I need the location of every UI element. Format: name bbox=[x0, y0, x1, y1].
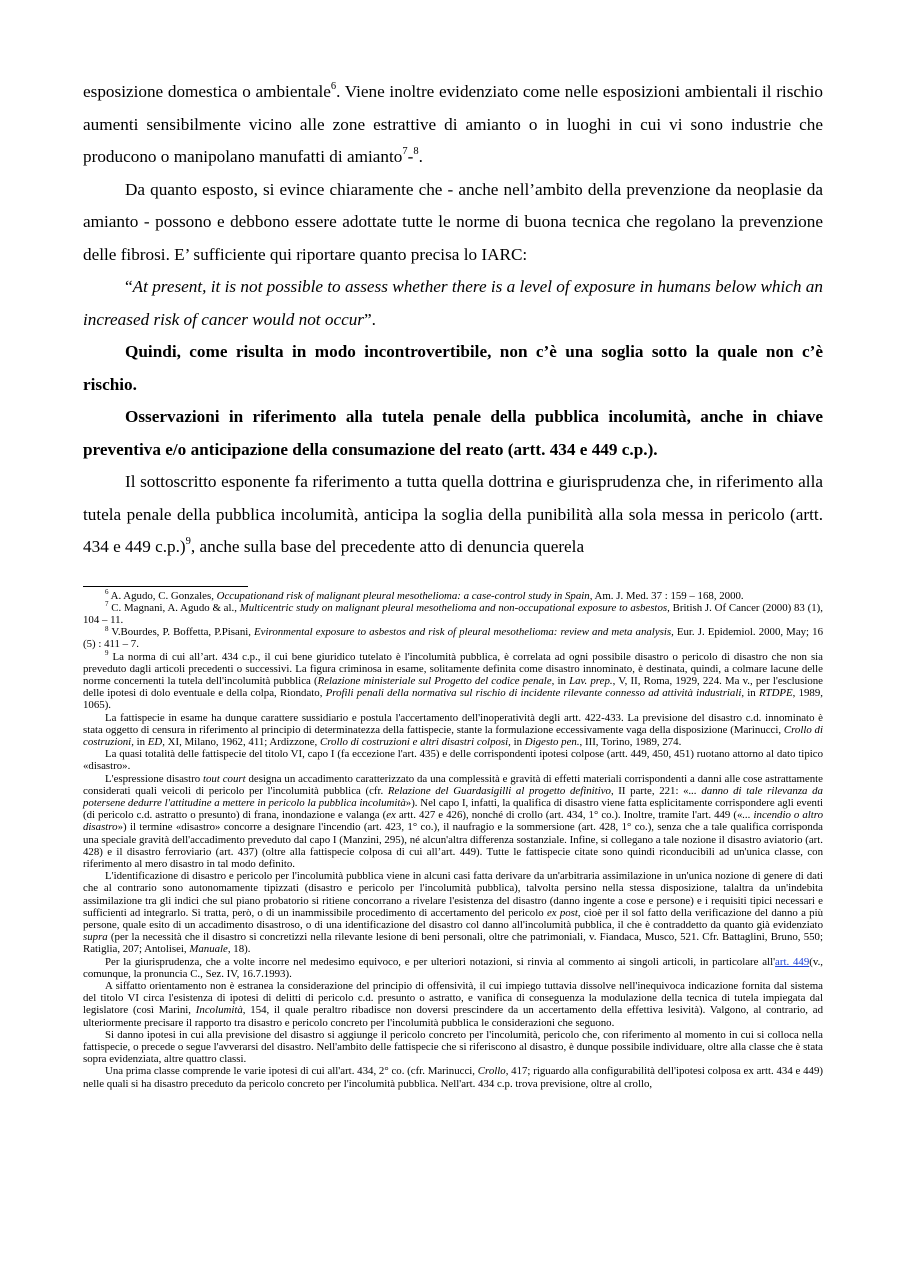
footnote-9-paragraph bbox=[83, 1065, 823, 1089]
document-page bbox=[83, 76, 823, 1090]
text-run: Evironmental exposure to asbestos and risk of pleural mesothelioma: review and meta analysis, bbox=[254, 626, 674, 639]
text-run: , cioè per il sol fatto della verificazione del danno a più persone, quale esito di un accadimento disastroso, o di una identificazione del disastro col danno all'incolumità pubblica, il che è contraddetto da quanto già evidenziato bbox=[83, 906, 824, 931]
text-run: , 18). bbox=[227, 943, 251, 956]
art-449-link[interactable]: art. 449 bbox=[775, 955, 810, 968]
text-run: - bbox=[407, 147, 414, 166]
footnote-9-paragraph bbox=[83, 712, 823, 749]
footnote-7 bbox=[83, 602, 823, 626]
paragraph-iarc-quote bbox=[83, 271, 823, 336]
footnote-9-paragraph bbox=[83, 956, 823, 980]
text-run: Crollo di costruzioni e altri disastri colposi bbox=[319, 735, 509, 748]
text-run: Crollo di costruzioni bbox=[83, 723, 823, 748]
text-run: , in bbox=[131, 735, 148, 748]
footnote-9-paragraph: La quasi totalità delle fattispecie del titolo VI, capo I (fa eccezione l'art. 435) e delle corrispondenti ipotesi colpose (artt. 449, 450, 451) ruotano attorno al dato tipico «disastro». bbox=[83, 748, 823, 773]
text-run: , in bbox=[508, 735, 525, 748]
footnote-9 bbox=[83, 648, 823, 712]
text-run: British J. Of Cancer (2000) 83 (1), 104 – 11. bbox=[83, 601, 823, 626]
footnote-ref: 8 bbox=[413, 146, 419, 158]
footnote-number: 7 bbox=[105, 600, 109, 609]
text-run: Profili penali della normativa sul rischio di incidente rilevante connesso ad attività industriali bbox=[325, 687, 742, 700]
quote-text: At present, it is not possible to assess whether there is a level of exposure in humans below which an increased risk of cancer would not occur bbox=[83, 277, 823, 329]
text-run: , III, Torino, 1989, 274. bbox=[579, 735, 682, 748]
footnote-9-paragraph: Si danno ipotesi in cui alla previsione del disastro si aggiunge il pericolo concreto per l'incolumità, pericolo che, con riferimento al momento in cui si colloca nella fattispecie, o precede o segue l'avverarsi del disastro. Nell'ambito delle fattispecie che si riferiscono al disastro, è dunque possibile individuare, oltre alla classe che è stata sopra evidenziata, altre quattro classi. bbox=[83, 1028, 823, 1066]
text-run: L'identificazione di disastro e pericolo per l'incolumità pubblica viene in alcuni casi fatta derivare da un'arbitraria assimilazione in un'unica nozione di genere di dati che al contrario sono autonomamente tipizzati (disastro e pericolo per l'incolumità pubblica), talvolta persino nella stessa disposizione, talaltra da un'indebita assimilazione tra gli indici che sul piano probatorio si ritiene concorrano a rivelare l'esistenza del disastro (danno ingente a cose e persone) e i requisiti tipici necessari e sufficienti ad integrarlo. Si tratta, però, o di un inammissibile procedimento di accertamento del pericolo bbox=[83, 870, 823, 919]
text-run: , in bbox=[741, 687, 759, 700]
text-run: C. Magnani, A. Agudo & al., bbox=[108, 601, 240, 614]
text-run: RTDPE bbox=[758, 687, 793, 700]
text-run: , in bbox=[551, 674, 570, 687]
text-run: Am. J. Med. 37 : 159 – 168, 2000. bbox=[592, 589, 744, 602]
footnote-number: 6 bbox=[105, 587, 109, 596]
text-run: esposizione domestica o ambientale bbox=[83, 82, 331, 101]
text-run: ED bbox=[147, 735, 163, 748]
footnote-6 bbox=[83, 587, 823, 602]
text-run: Manuale bbox=[189, 943, 228, 956]
text-run: , V, II, Roma, 1929, 224. Ma v., per l'esclusione delle ipotesi di dolo eventuale e della colpa, Riondato, bbox=[83, 674, 823, 700]
paragraph-exposure bbox=[83, 76, 823, 174]
text-run: supra bbox=[83, 931, 108, 944]
text-run: Eur. J. Epidemiol. 2000, May; 16 (5) : 411 – 7. bbox=[83, 626, 823, 651]
footnote-9-paragraph bbox=[83, 870, 823, 955]
text-run: L'espressione disastro bbox=[105, 772, 203, 785]
paragraph-doctrine bbox=[83, 466, 823, 564]
text-run: A. Agudo, C. Gonzales, bbox=[108, 589, 217, 602]
text-run: Multicentric study on malignant pleural mesothelioma and non-occupational exposure to asbestos, bbox=[239, 601, 670, 614]
text-run: A siffatto orientamento non è estranea la considerazione del principio di offensività, il cui impiego tuttavia dissolve nell'inequivoca indicazione fornita dal sistema del titolo VI circa l'esistenza di ipotesi di delitti di pericolo c.d. presunto o astratto, e vanifica di conseguenza la modulazione della tecnica di tutela impiegata dal legislatore (così Marini, bbox=[83, 980, 823, 1017]
text-run: , 417; riguardo alla configurabilità dell'ipotesi colposa ex artt. 434 e 449) nelle quali si ha disastro preceduto da pericolo concreto per l'incolumità pubblica. Nell'art. 434 c.p. trova previsione, oltre al crollo, bbox=[83, 1065, 823, 1090]
text-run: Incolumità bbox=[195, 1004, 243, 1017]
text-run: Per la giurisprudenza, che a volte incorre nel medesimo equivoco, e per ulteriori notazioni, si rinvia al commento ai singoli articoli, in particolare all' bbox=[105, 955, 776, 968]
footnotes bbox=[83, 587, 824, 1090]
footnote-separator bbox=[83, 586, 248, 587]
text-run: . bbox=[418, 147, 423, 166]
text-run: , 1989, 1065). bbox=[83, 687, 823, 712]
text-run: Digesto pen. bbox=[524, 735, 580, 748]
section-heading: Osservazioni in riferimento alla tutela penale della pubblica incolumità, anche in chiave preventiva e/o anticipazione della consumazione del reato (artt. 434 e 449 c.p.). bbox=[83, 407, 823, 459]
text-run: La norma di cui all’art. 434 c.p., il cui bene giuridico tutelato è l'incolumità pubblica, è correlata ad ogni possibile disastro o pericolo di disastro che non sia preveduto dagli articoli precedenti o successivi. La figura criminosa in esame, solitamente definita come disastro innominato, è destinata, quindi, a colmare lacune delle norme concernenti la tutela dell'incolumità pubblica ( bbox=[83, 650, 823, 687]
footnote-ref: 7 bbox=[402, 146, 408, 158]
paragraph-no-threshold: Quindi, come risulta in modo incontrovertibile, non c’è una soglia sotto la quale non c’è rischio. bbox=[83, 342, 823, 394]
text-run: . Viene inoltre evidenziato come nelle esposizioni ambientali il rischio aumenti sensibilmente vicino alle zone estrattive di amianto o in luoghi in cui vi sono industrie che producono o manipolano manufatti di amianto bbox=[83, 82, 823, 166]
footnote-ref: 9 bbox=[185, 536, 191, 548]
footnote-number: 9 bbox=[105, 648, 109, 657]
text-run: Crollo bbox=[477, 1065, 506, 1078]
footnote-8 bbox=[83, 626, 823, 650]
text-run: ») il termine «disastro» concorre a designare l'incendio (art. 423, 1° co.), il naufragio e la sommersione (art. 428, 1° co.), senza che a tale qualifica corrisponda una speciale gravità dell'accadimento preveduto dal capo I (Manzini, 295), né alcun'altra differenza sostanziale. Infine, si collegano a tale nozione il disastro aviatorio (art. 428) e il disastro ferroviario (art. 437) (oltre alla fattispecie colposa di cui all’art. 449). Tutte le fattispecie citate sono quindi riconducibili ad un'unica classe, con riferimento al mero disastro in tal modo definito. bbox=[83, 821, 823, 870]
text-run: Relazione del Guardasigilli al progetto definitivo bbox=[387, 784, 611, 797]
text-run: Lav. prep. bbox=[569, 674, 613, 687]
text-run: ... incendio o altro disastro bbox=[83, 809, 824, 834]
quote-open: “ bbox=[125, 277, 133, 296]
text-run: , anche sulla base del precedente atto di denuncia querela bbox=[190, 537, 585, 556]
text-run: ex post bbox=[546, 906, 578, 919]
footnote-9-paragraph bbox=[83, 980, 823, 1029]
footnote-9-paragraph bbox=[83, 773, 823, 871]
text-run: Il sottoscritto esponente fa riferimento a tutta quella dottrina e giurisprudenza che, in riferimento alla tutela penale della pubblica incolumità, anticipa la soglia della punibilità alla sola messa in pericolo (artt. 434 e 449 c.p.) bbox=[83, 472, 823, 556]
footnote-number: 8 bbox=[105, 624, 109, 633]
text-run: Una prima classe comprende le varie ipotesi di cui all'art. 434, 2° co. (cfr. Marinucci, bbox=[105, 1065, 478, 1078]
text-run: ... danno di tale rilevanza da potersene dedurre l'attitudine a mettere in pericolo la pubblica incolumità bbox=[83, 784, 823, 809]
text-run: (per la necessità che il disastro si concretizzi nella rilevante lesione di beni personali, oltre che patrimoniali, v. Fiandaca, Musco, 521. Cfr. Battaglini, Bruno, 550; Ratiglia, 207; Antolisei, bbox=[83, 931, 823, 956]
text-run: tout court bbox=[203, 772, 246, 785]
text-run: , 154, il quale peraltro ribadisce non doversi prescindere da un accertamento della effettiva lesività). Valgono, al contrario, ad ulteriormente precisare il rapporto tra disastro e pericolo concreto per l'incolumità pubblica le considerazioni che seguono. bbox=[83, 1004, 823, 1029]
text-run: (v., comunque, la pronuncia C., Sez. IV, 16.7.1993). bbox=[83, 955, 824, 980]
footnote-ref: 6 bbox=[330, 81, 337, 93]
text-run: V.Bourdes, P. Boffetta, P.Pisani, bbox=[108, 626, 255, 639]
text-run: artt. 427 e 426), nonché di crollo (art. 434, 1° co.). Inoltre, tramite l'art. 449 (« bbox=[395, 809, 743, 822]
text-run: »). Nel capo I, infatti, la qualifica di disastro viene fatta esplicitamente corrispondere agli eventi (di pericolo c.d. astratto o presunto) di frana, inondazione e valanga ( bbox=[83, 796, 823, 822]
paragraph-prevention: Da quanto esposto, si evince chiaramente che - anche nell’ambito della prevenzione da neoplasie da amianto - possono e debbono essere adottate tutte le norme di buona tecnica che regolano la prevenzione delle fibrosi. E’ sufficiente qui riportare quanto precisa lo IARC: bbox=[83, 179, 823, 264]
text-run: , II parte, 221: « bbox=[610, 784, 689, 797]
quote-close: ”. bbox=[364, 309, 376, 329]
text-run: Occupationand risk of malignant pleural mesothelioma: a case-control study in Spain, bbox=[216, 589, 593, 602]
text-run: , XI, Milano, 1962, 411; Ardizzone, bbox=[162, 735, 320, 748]
text-run: La fattispecie in esame ha dunque carattere sussidiario e postula l'accertamento dell'inoperatività degli artt. 422-433. La previsione del disastro c.d. innominato è stata oggetto di censura in riferimento al principio di determinatezza della fattispecie, stante la formulazione eccessivamente vaga della disposizione (Marinucci, bbox=[83, 711, 823, 736]
text-run: ex bbox=[386, 809, 396, 822]
text-run: designa un accadimento caratterizzato da una complessità e gravità di effetti materiali corrispondenti a danni alle cose astrattamente considerati quali veicoli di pericolo per l'incolumità pubblica (cfr. bbox=[83, 772, 823, 797]
text-run: Relazione ministeriale sul Progetto del codice penale bbox=[317, 674, 552, 687]
